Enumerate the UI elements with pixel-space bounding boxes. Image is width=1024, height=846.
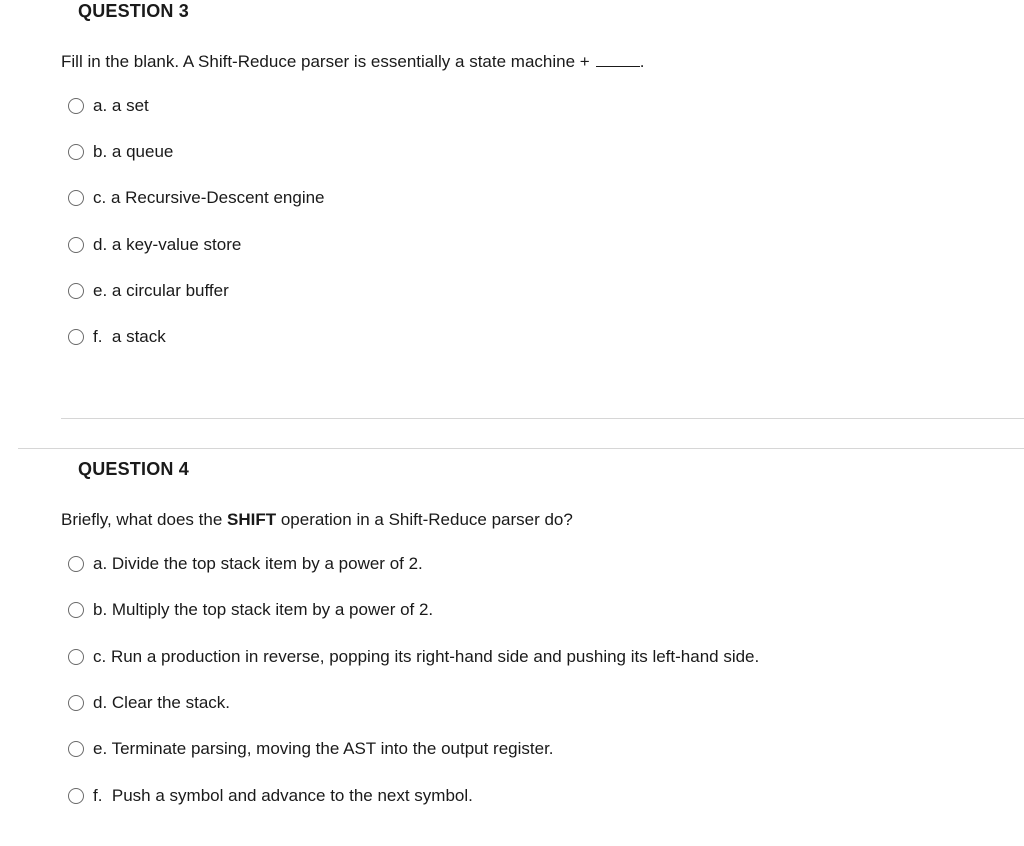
option-label: a. a set [93,96,149,115]
radio-button[interactable] [68,602,84,618]
radio-button[interactable] [68,98,84,114]
question-4-prompt [61,510,573,530]
radio-button[interactable] [68,556,84,572]
question-3-option-c[interactable] [68,186,325,210]
radio-button[interactable] [68,283,84,299]
question-3-prompt-end: . [639,52,645,71]
radio-button[interactable] [68,741,84,757]
question-3-prompt [61,52,644,72]
radio-button[interactable] [68,649,84,665]
option-label: f. Push a symbol and advance to the next symbol. [93,786,473,805]
question-4-option-a[interactable] [68,552,423,576]
radio-button[interactable] [68,190,84,206]
option-label: b. Multiply the top stack item by a power of 2. [93,600,434,619]
option-label: f. a stack [93,327,166,346]
question-4-option-d[interactable] [68,691,230,715]
question-3-divider [61,418,1024,419]
question-3-option-d[interactable] [68,233,241,257]
radio-button[interactable] [68,695,84,711]
question-3-option-a[interactable] [68,94,149,118]
question-4-option-b[interactable] [68,598,433,622]
radio-button[interactable] [68,237,84,253]
question-3-option-e[interactable] [68,279,229,303]
question-4-option-f[interactable] [68,784,473,808]
question-3-option-f[interactable] [68,325,166,349]
question-4-prompt-bold: SHIFT [227,510,277,529]
question-4-prompt-pre: Briefly, what does the [61,510,227,529]
option-label: e. a circular buffer [93,281,229,300]
question-separator [18,448,1024,449]
option-label: e. Terminate parsing, moving the AST into the output register. [93,739,554,758]
option-label: c. a Recursive-Descent engine [93,188,325,207]
radio-button[interactable] [68,144,84,160]
radio-button[interactable] [68,788,84,804]
question-3-prompt-text: Fill in the blank. A Shift-Reduce parser is essentially a state machine + [61,52,590,71]
option-label: a. Divide the top stack item by a power of 2. [93,554,423,573]
question-3-heading: QUESTION 3 [78,1,190,21]
question-4-option-c[interactable] [68,645,759,669]
fill-in-blank [596,52,640,67]
option-label: d. a key-value store [93,235,242,254]
question-4-heading: QUESTION 4 [78,459,190,479]
radio-button[interactable] [68,329,84,345]
question-4-prompt-post: operation in a Shift-Reduce parser do? [276,510,573,529]
question-3-option-b[interactable] [68,140,173,164]
option-label: b. a queue [93,142,174,161]
option-label: c. Run a production in reverse, popping its right-hand side and pushing its left-hand side. [93,647,760,666]
question-4-option-e[interactable] [68,737,554,761]
option-label: d. Clear the stack. [93,693,231,712]
